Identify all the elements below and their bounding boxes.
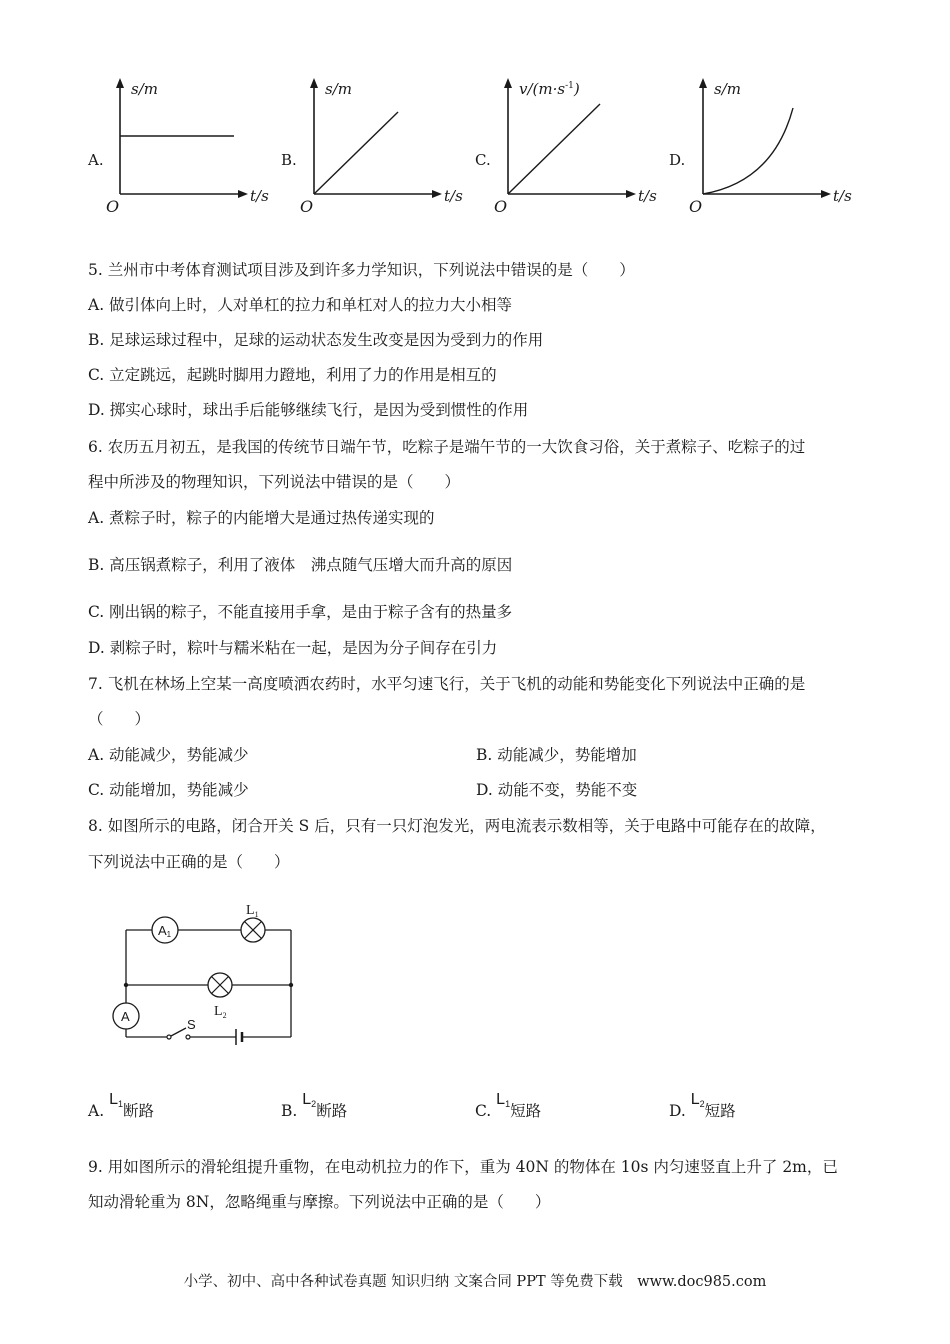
q9-stem-line1: 9. 用如图所示的滑轮组提升重物，在电动机拉力的作下，重为 40N 的物体在 10s 内匀速竖直上升了 2m，已 [88, 1158, 838, 1176]
q7-stem-line2: （ ） [88, 710, 151, 728]
q6-option-d: D. 剥粽子时，粽叶与糯米粘在一起，是因为分子间存在引力 [88, 639, 498, 657]
graph-b-svg [294, 74, 474, 220]
graph-letter: B. [281, 151, 297, 169]
svg-text:A: A [121, 1009, 130, 1024]
y-axis-label: s/m [131, 80, 158, 98]
q9-stem-line2: 知动滑轮重为 8N，忽略绳重与摩擦。下列说法中正确的是（ ） [88, 1193, 551, 1211]
q6-option-b: B. 高压锅煮粽子，利用了液体 沸点随气压增大而升高的原因 [88, 556, 513, 574]
q8-stem-line1: 8. 如图所示的电路，闭合开关 S 后，只有一只灯泡发光，两电流表示数相等，关于电路中可能存在的故障， [88, 817, 826, 835]
q7-option-d: D. 动能不变，势能不变 [476, 781, 638, 799]
y-axis-label: s/m [325, 80, 352, 98]
q5-option-a: A. 做引体向上时，人对单杠的拉力和单杠对人的拉力大小相等 [88, 296, 513, 314]
y-axis-label: s/m [714, 80, 741, 98]
x-axis-label: t/s [444, 187, 463, 205]
graph-c-svg [488, 74, 668, 220]
svg-text:A1: A1 [158, 923, 172, 939]
q5-option-c: C. 立定跳远，起跳时脚用力蹬地，利用了力的作用是相互的 [88, 366, 497, 384]
svg-text:L2: $L_2$ [214, 1004, 227, 1020]
page-footer: 小学、初中、高中各种试卷真题 知识归纳 文案合同 PPT 等免费下载 www.doc985.com [183, 1274, 767, 1290]
q6-stem-line1: 6. 农历五月初五，是我国的传统节日端午节，吃粽子是端午节的一大饮食习俗，关于煮粽子、吃粽子的过 [88, 438, 806, 456]
q7-option-a: A. 动能减少，势能减少 [88, 746, 249, 764]
graph-letter: D. [669, 151, 686, 169]
origin-label: O [106, 197, 120, 216]
q6-stem-line2: 程中所涉及的物理知识，下列说法中错误的是（ ） [88, 473, 461, 491]
q8-option-b: B. $L^2$断路 [281, 1091, 348, 1120]
q7-option-b: B. 动能减少，势能增加 [476, 746, 637, 764]
lamp-l1 [241, 903, 265, 942]
q6-option-a: A. 煮粽子时，粽子的内能增大是通过热传递实现的 [88, 509, 435, 527]
q8-stem-line2: 下列说法中正确的是（ ） [88, 853, 290, 871]
lamp-l2 [208, 973, 232, 1020]
ammeter-a [113, 1003, 139, 1029]
q8-option-d: D. $L^2$短路 [669, 1091, 736, 1120]
ammeter-a1 [152, 917, 178, 943]
origin-label: O [300, 197, 314, 216]
graph-d-svg [683, 74, 863, 220]
graph-letter: C. [475, 151, 491, 169]
svg-text:L1: $L_1$ [246, 903, 259, 919]
circuit-diagram [100, 895, 310, 1055]
graph-a-svg [100, 74, 280, 220]
q7-option-c: C. 动能增加，势能减少 [88, 781, 249, 799]
q6-option-c: C. 刚出锅的粽子，不能直接用手拿，是由于粽子含有的热量多 [88, 603, 513, 621]
origin-label: O [494, 197, 508, 216]
x-axis-label: t/s [638, 187, 657, 205]
y-axis-label: $v/(m\cdot s^{-1})$ [519, 80, 580, 98]
origin-label: O [689, 197, 703, 216]
q5-option-b: B. 足球运球过程中，足球的运动状态发生改变是因为受到力的作用 [88, 331, 544, 349]
q5-stem: 5. 兰州市中考体育测试项目涉及到许多力学知识，下列说法中错误的是（ ） [88, 261, 635, 279]
q5-option-d: D. 掷实心球时，球出手后能够继续飞行，是因为受到惯性的作用 [88, 401, 529, 419]
q7-stem-line1: 7. 飞机在林场上空某一高度喷洒农药时，水平匀速飞行，关于飞机的动能和势能变化下列说法中正确的是 [88, 675, 806, 693]
graph-letter: A. [88, 151, 104, 169]
switch-label: S [187, 1017, 196, 1032]
q8-option-c: C. $L^1$短路 [475, 1091, 542, 1120]
x-axis-label: t/s [833, 187, 852, 205]
q8-option-a: A. $L^1$断路 [88, 1091, 154, 1120]
x-axis-label: t/s [250, 187, 269, 205]
